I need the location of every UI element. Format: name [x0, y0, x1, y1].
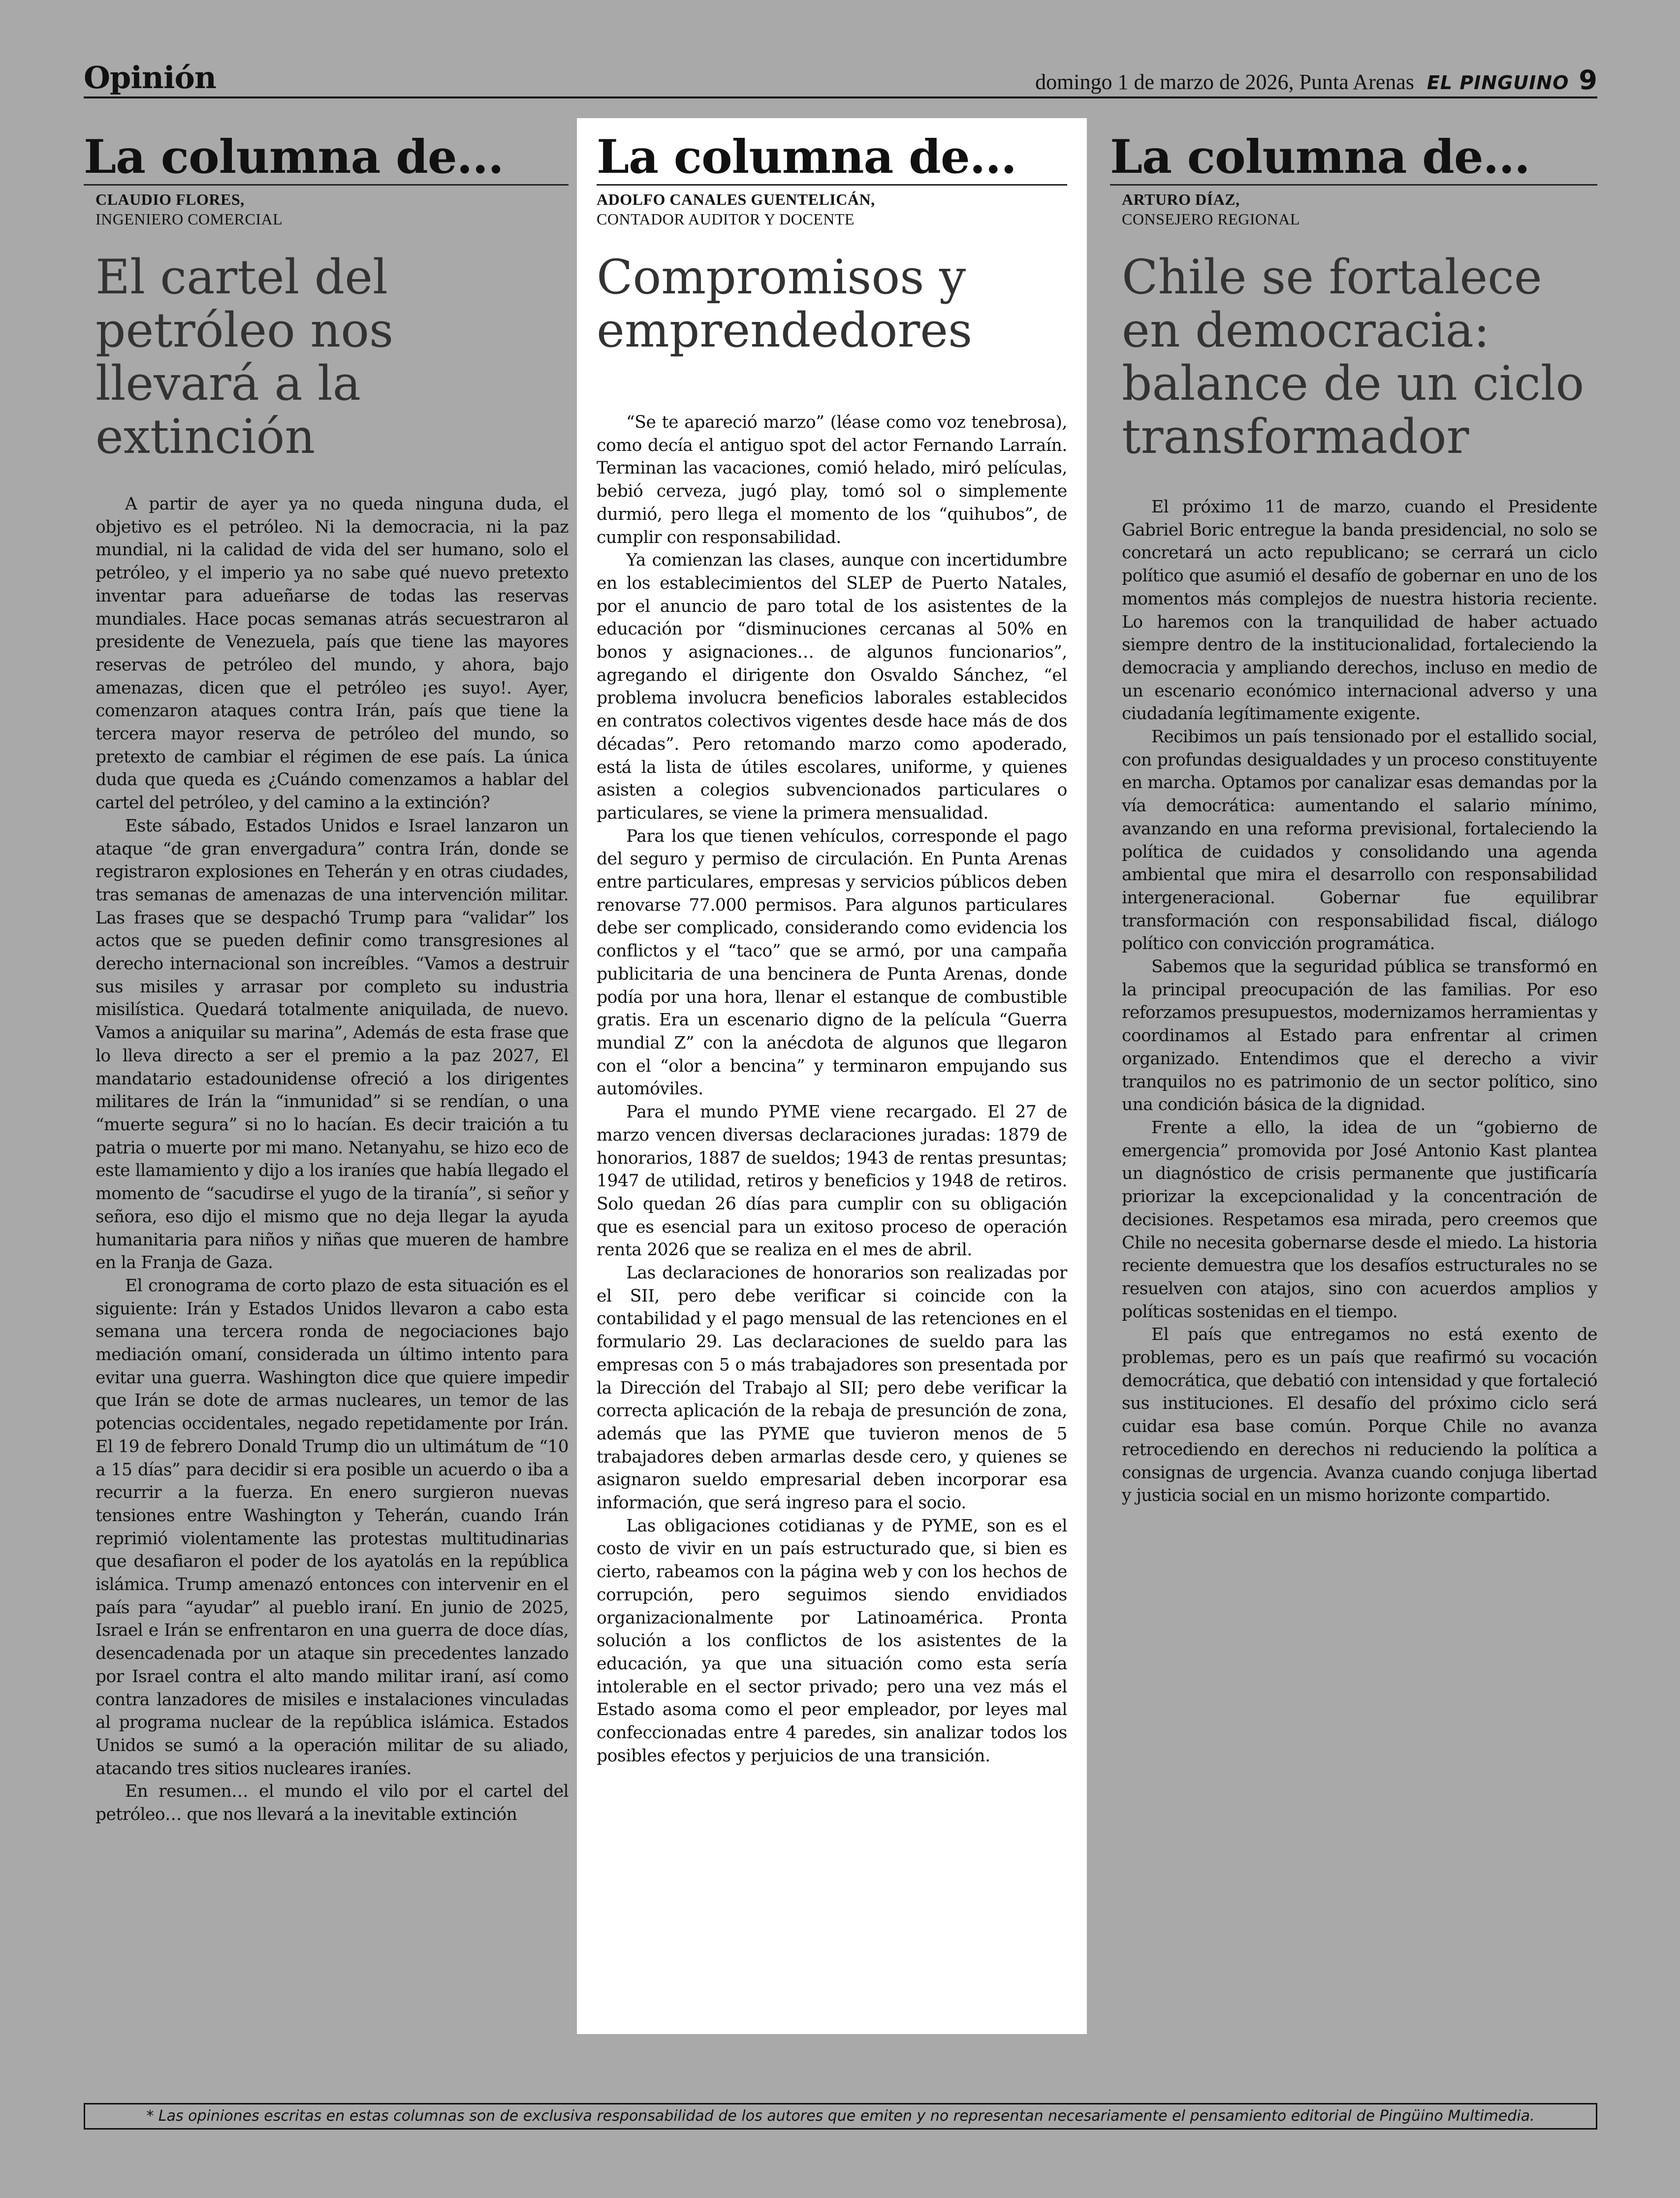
paragraph: Las obligaciones cotidianas y de PYME, son es el costo de vivir en un país estructurado que, si bien es cierto, rabeamos con la página web y con los hechos de corrupción, pero seguimos siendo envidiados organizacionalmente por Latinoamérica. Pronta solución a los conflictos de los asistentes de la educación, ya que una situación como esta sería intolerable en el sector privado; pero una vez más el Estado asoma como el peor empleador, por leyes mal confeccionadas entre 4 paredes, sin analizar todos los posibles efectos y perjuicios de una transición.	[597, 1516, 1067, 1766]
author-name: ARTURO DÍAZ,	[1122, 191, 1240, 208]
article-headline: El cartel del petróleo nos llevará a la extinción	[95, 250, 394, 464]
author-byline	[597, 190, 1067, 229]
paragraph: “Se te apareció marzo” (léase como voz tenebrosa), como decía el antiguo spot del actor Fernando Larraín. Terminan las vacaciones, comió helado, miró películas, bebió cerveza, jugó play, tomó sol o simplemente durmió, pero llega el momento de los “quihubos”, de cumplir con responsabilidad.	[597, 413, 1067, 547]
article-body	[1110, 496, 1597, 1507]
page-header	[84, 59, 1597, 98]
paragraph: El próximo 11 de marzo, cuando el Presidente Gabriel Boric entregue la banda presidencial, no solo se concretará un acto republicano; se cerrará un ciclo político que asumió el desafío de gobernar en uno de los momentos más complejos de nuestra historia reciente. Lo haremos con la tranquilidad de haber actuado siempre dentro de la institucionalidad, fortaleciendo la democracia y ampliando derechos, incluso en medio de un escenario económico internacional adverso y una ciudadanía legítimamente exigente.	[1122, 497, 1597, 724]
column-heading: La columna de...	[84, 118, 569, 186]
author-title: CONTADOR AUDITOR Y DOCENTE	[597, 210, 855, 228]
paragraph: El país que entregamos no está exento de problemas, pero es un país que reafirmó su vocación democrática, que debatió con intensidad y que fortaleció sus instituciones. El desafío del próximo ciclo será cuidar esa base común. Porque Chile no avanza retrocediendo en derechos ni reduciendo la política a consignas de urgencia. Avanza cuando conjuga libertad y justicia social en un mismo horizonte compartido.	[1122, 1325, 1597, 1506]
paragraph: Frente a ello, la idea de un “gobierno de emergencia” promovida por José Antonio Kast plantea un diagnóstico de crisis permanente que justificaría priorizar la excepcionalidad y la concentración de decisiones. Respetamos esa mirada, pero creemos que Chile no necesita gobernarse desde el miedo. La historia reciente demuestra que los desafíos estructurales no se resuelven con atajos, sino con acuerdos amplios y políticas sostenidas en el tiempo.	[1122, 1117, 1597, 1322]
article-body	[84, 493, 569, 1826]
column-heading: La columna de...	[1110, 118, 1597, 186]
paragraph: El cronograma de corto plazo de esta situación es el siguiente: Irán y Estados Unidos llevaron a cabo esta semana una tercera ronda de negociaciones bajo mediación omaní, considerada un último intento para evitar una guerra. Washington dice que quiere impedir que Irán se dote de armas nucleares, un temor de las potencias occidentales, negado repetidamente por Irán. El 19 de febrero Donald Trump dio un ultimátum de “10 a 15 días” para decidir si era posible un acuerdo o iba a recurrir a la fuerza. En enero surgieron nuevas tensiones entre Washington y Teherán, cuando Irán reprimió violentamente las protestas multitudinarias que desafiaron el poder de los ayatolás en la república islámica. Trump amenazó entonces con intervenir en el país para “ayudar” al pueblo iraní. En junio de 2025, Israel e Irán se enfrentaron en una guerra de doce días, desencadenada por un ataque sin precedentes lanzado por Israel contra el alto mando militar iraní, así como contra lanzadores de misiles e instalaciones vinculadas al programa nuclear de la república islámica. Estados Unidos se sumó a la operación militar de su aliado, atacando tres sitios nucleares iraníes.	[95, 1275, 569, 1779]
author-title: CONSEJERO REGIONAL	[1122, 210, 1300, 228]
paragraph: Las declaraciones de honorarios son realizadas por el SII, pero debe verificar si coincide con la contabilidad y el pago mensual de las retenciones en el formulario 29. Las declaraciones de sueldo para las empresas con 5 o más trabajadores son presentada por la Dirección del Trabajo al SII; pero debe verificar la correcta aplicación de la rebaja de presunción de zona, además que las PYME que tuvieron menos de 5 trabajadores deben armarlas desde cero, y quienes se asignaron sueldo empresarial deben incorporar esa información, que será ingreso para el socio.	[597, 1263, 1067, 1513]
author-byline	[84, 190, 569, 229]
opinion-column-2	[577, 118, 1087, 2034]
author-byline	[1110, 190, 1597, 229]
paragraph: Para los que tienen vehículos, corresponde el pago del seguro y permiso de circulación. En Punta Arenas entre particulares, empresas y servicios públicos deben renovarse 77.000 permisos. Para algunos particulares debe ser complicado, considerando como evidencia los conflictos y el “taco” que se armó, por una campaña publicitaria de una bencinera de Punta Arenas, donde podía por una hora, llenar el estanque de combustible gratis. Era un escenario digno de la película “Guerra mundial Z” con la anécdota de algunos que llegaron con el “olor a bencina” y terminaron empujando sus automóviles.	[597, 826, 1067, 1099]
paragraph: Sabemos que la seguridad pública se transformó en la principal preocupación de las familias. Por eso reforzamos presupuestos, modernizamos herramientas y coordinamos al Estado para enfrentar al crimen organizado. Entendimos que el derecho a vivir tranquilos no es patrimonio de un sector político, sino una condición básica de la dignidad.	[1122, 957, 1597, 1115]
article-headline: Compromisos y emprendedores	[597, 250, 973, 358]
author-name: ADOLFO CANALES GUENTELICÁN,	[597, 191, 875, 208]
paragraph: Para el mundo PYME viene recargado. El 27 de marzo vencen diversas declaraciones juradas: 1879 de honorarios, 1887 de sueldos; 1943 de rentas presuntas; 1947 de utilidad, retiros y beneficios y 1948 de retiros. Solo quedan 26 días para cumplir con su obligación que es esencial para un exitoso proceso de operación renta 2026 que se realiza en el mes de abril.	[597, 1102, 1067, 1260]
paragraph: Recibimos un país tensionado por el estallido social, con profundas desigualdades y un proceso constituyente en marcha. Optamos por canalizar esas demandas por la vía democrática: aumentando el salario mínimo, avanzando en una reforma previsional, fortaleciendo la política de cuidados y consolidando una agenda ambiental que mira el desarrollo con responsabilidad intergeneracional. Gobernar fue equilibrar transformación con responsabilidad fiscal, diálogo político con convicción programática.	[1122, 727, 1597, 954]
author-title: INGENIERO COMERCIAL	[95, 210, 283, 228]
opinion-column-1	[84, 118, 569, 1826]
article-body	[597, 411, 1067, 1767]
header-right	[1035, 64, 1597, 96]
paragraph: A partir de ayer ya no queda ninguna duda, el objetivo es el petróleo. Ni la democracia, ni la paz mundial, ni la calidad de vida del ser humano, solo el petróleo, y el imperio ya no sabe qué nuevo pretexto inventar para adueñarse de todas las reservas mundiales. Hace pocas semanas atrás secuestraron al presidente de Venezuela, país que tiene las mayores reservas de petróleo del mundo, y ahora, bajo amenazas, dicen que el petróleo ¡es suyo!. Ayer, comenzaron ataques contra Irán, país que tiene la tercera mayor reserva de petróleo del mundo, so pretexto de cambiar el régimen de ese país. La única duda que queda es ¿Cuándo comenzamos a hablar del cartel del petróleo, y del camino a la extinción?	[95, 494, 569, 813]
opinion-column-3	[1110, 118, 1597, 1507]
paragraph: En resumen… el mundo el vilo por el cartel del petróleo… que nos llevará a la inevitable extinción	[95, 1782, 569, 1825]
section-label: Opinión	[84, 60, 216, 96]
author-name: CLAUDIO FLORES,	[95, 191, 245, 208]
dateline: domingo 1 de marzo de 2026, Punta Arenas	[1035, 70, 1414, 94]
masthead-logo: EL PINGUINO	[1426, 72, 1569, 94]
column-heading: La columna de...	[597, 118, 1067, 186]
footer-disclaimer: * Las opiniones escritas en estas columnas son de exclusiva responsabilidad de los autores que emiten y no representan necesariamente el pensamiento editorial de Pingüino Multimedia.	[84, 2103, 1597, 2130]
paragraph: Ya comienzan las clases, aunque con incertidumbre en los establecimientos del SLEP de Puerto Natales, por el anuncio de paro total de los asistentes de la educación por “disminuciones cercanas al 50% en bonos y asignaciones… de algunos funcionarios”, agregando el dirigente don Osvaldo Sánchez, “el problema involucra beneficios laborales establecidos en contratos colectivos vigentes desde hace más de dos décadas”. Pero retomando marzo como apoderado, está la lista de útiles escolares, uniforme, y quienes asisten a colegios subvencionados particulares o particulares, se viene la primera mensualidad.	[597, 550, 1067, 823]
paragraph: Este sábado, Estados Unidos e Israel lanzaron un ataque “de gran envergadura” contra Irán, donde se registraron explosiones en Teherán y en otras ciudades, tras semanas de amenazas de una intervención militar. Las frases que se despachó Trump para “validar” los actos que se pueden definir como transgresiones al derecho internacional son increíbles. “Vamos a destruir sus misiles y arrasar por completo su industria misilística. Quedará totalmente aniquilada, de nuevo. Vamos a aniquilar su marina”, Además de esta frase que lo lleva directo a ser el premio a la paz 2027, El mandatario estadounidense ofreció a los dirigentes militares de Irán la “inmunidad” si se rendían, o una “muerte segura” si no lo hacían. Es decir traición a tu patria o muerte por mi mano. Netanyahu, se hizo eco de este llamamiento y dijo a los iraníes que había llegado el momento de “sacudirse el yugo de la tiranía”, si señor y señora, eso dijo el mismo que no deja llegar la ayuda humanitaria para niños y niñas que mueren de hambre en la Franja de Gaza.	[95, 816, 569, 1273]
page-number: 9	[1579, 64, 1597, 96]
article-headline: Chile se fortalece en democracia: balance de un ciclo transformador	[1122, 250, 1585, 464]
